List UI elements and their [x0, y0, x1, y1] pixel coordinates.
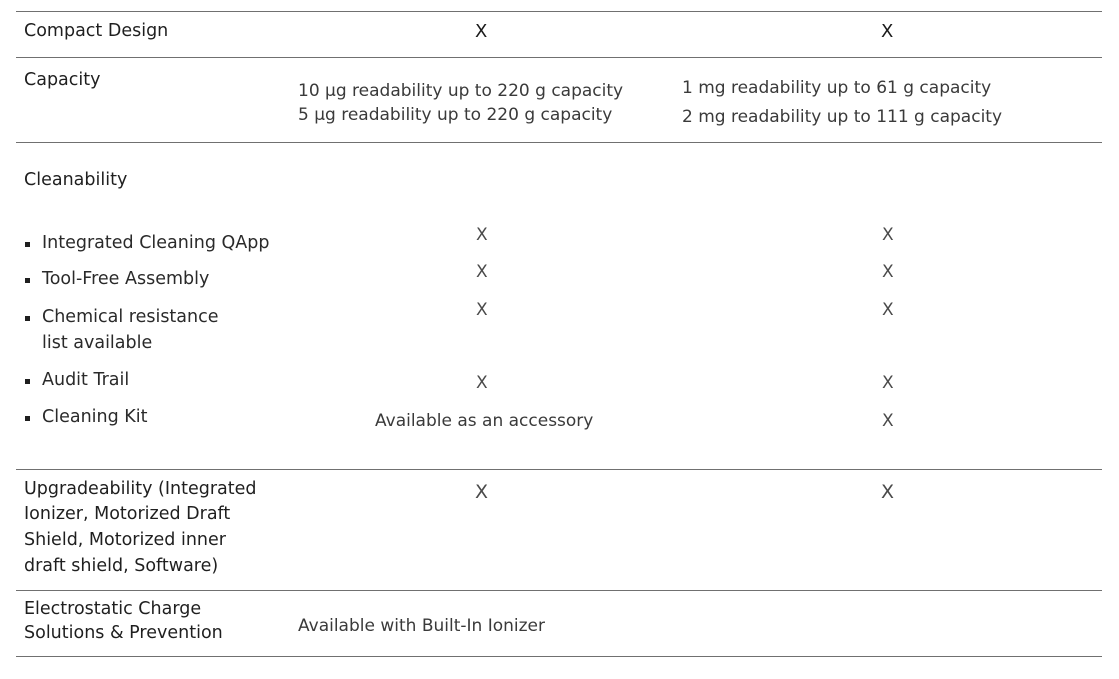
- check-mark: X: [882, 411, 894, 431]
- check-mark: X: [882, 225, 894, 245]
- capacity-value: 5 µg readability up to 220 g capacity: [298, 105, 613, 125]
- row-label: Ionizer, Motorized Draft: [24, 504, 231, 524]
- check-mark: X: [882, 262, 894, 282]
- capacity-value: 2 mg readability up to 111 g capacity: [682, 107, 1003, 127]
- row-label: Solutions & Prevention: [24, 623, 223, 643]
- bullet-icon: [25, 242, 30, 247]
- row-label: Compact Design: [24, 21, 169, 41]
- row-label: Upgradeability (Integrated: [24, 479, 257, 499]
- table-divider: [16, 142, 1102, 143]
- check-mark: X: [882, 373, 894, 393]
- sub-item-label: Audit Trail: [42, 370, 130, 390]
- check-mark: X: [476, 262, 488, 282]
- row-label: Capacity: [24, 70, 101, 90]
- table-divider: [16, 57, 1102, 58]
- row-label: Electrostatic Charge: [24, 599, 202, 619]
- bullet-icon: [25, 278, 30, 283]
- capacity-value: 1 mg readability up to 61 g capacity: [682, 78, 992, 98]
- sub-item-label: Cleaning Kit: [42, 407, 148, 427]
- check-mark: X: [881, 21, 894, 42]
- check-mark: X: [475, 481, 489, 503]
- check-mark: X: [476, 225, 488, 245]
- row-label: draft shield, Software): [24, 556, 219, 576]
- capacity-value: 10 µg readability up to 220 g capacity: [298, 81, 624, 101]
- accessory-note: Available as an accessory: [375, 411, 594, 431]
- table-divider: [16, 469, 1102, 470]
- check-mark: X: [882, 300, 894, 320]
- bullet-icon: [25, 416, 30, 421]
- table-divider: [16, 656, 1102, 657]
- check-mark: X: [476, 373, 488, 393]
- sub-item-label: list available: [42, 333, 153, 353]
- bullet-icon: [25, 316, 30, 321]
- check-mark: X: [475, 21, 488, 42]
- sub-item-label: Chemical resistance: [42, 307, 219, 327]
- table-divider: [16, 590, 1102, 591]
- row-label: Cleanability: [24, 170, 128, 190]
- check-mark: X: [881, 481, 895, 503]
- sub-item-label: Integrated Cleaning QApp: [42, 233, 270, 253]
- sub-item-label: Tool-Free Assembly: [42, 269, 210, 289]
- ionizer-note: Available with Built-In Ionizer: [298, 616, 545, 636]
- check-mark: X: [476, 300, 488, 320]
- table-divider: [16, 11, 1102, 12]
- row-label: Shield, Motorized inner: [24, 530, 226, 550]
- bullet-icon: [25, 379, 30, 384]
